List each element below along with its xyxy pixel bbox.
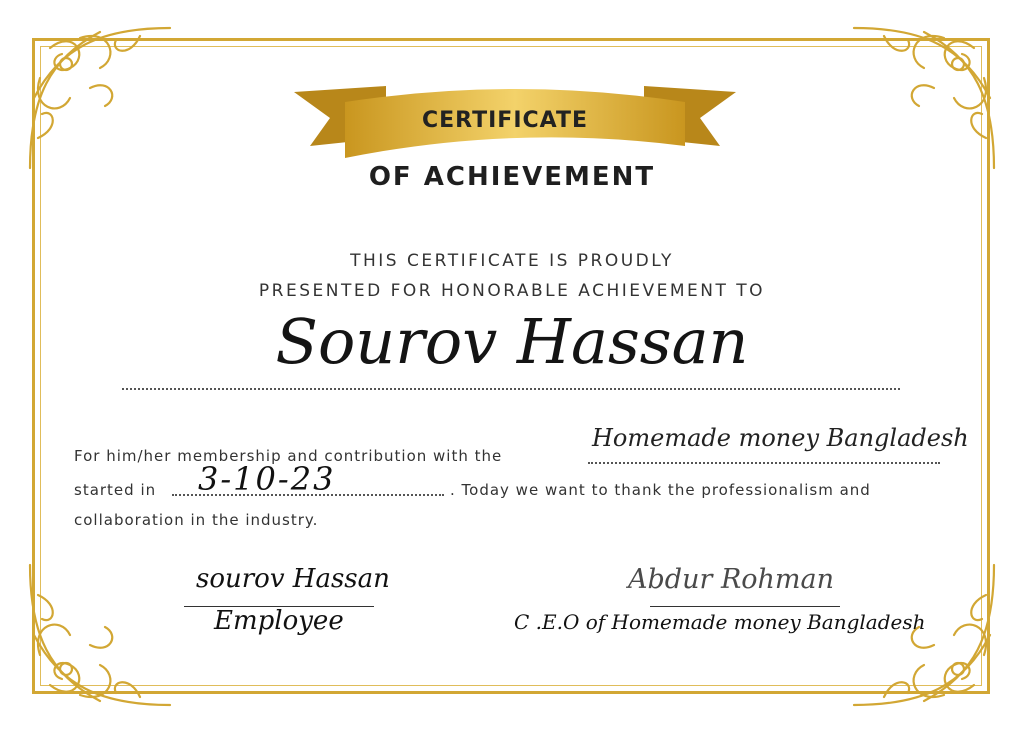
- presented-text: [0, 246, 1024, 306]
- date-dotted-line: [172, 494, 444, 496]
- recipient-name: Sourov Hassan: [275, 305, 749, 378]
- body-line-3: collaboration in the industry.: [74, 511, 319, 529]
- body-line-1: For him/her membership and contribution with the: [74, 447, 503, 465]
- employee-role: Employee: [214, 606, 344, 636]
- body-line-2-suffix: . Today we want to thank the professionalism and: [450, 481, 871, 499]
- body-line-2-prefix: started in: [74, 481, 157, 499]
- organization-name: Homemade money Bangladesh: [592, 424, 969, 452]
- presented-line-2: PRESENTED FOR HONORABLE ACHIEVEMENT TO: [258, 281, 766, 301]
- presented-line-1: THIS CERTIFICATE IS PROUDLY: [350, 251, 674, 271]
- ceo-role: C .E.O of Homemade money Bangladesh: [514, 610, 926, 634]
- ornament-corner-icon: [844, 555, 1004, 715]
- ornament-corner-icon: [20, 555, 180, 715]
- recipient-dotted-line: [122, 388, 900, 390]
- ornament-corner-icon: [844, 18, 1004, 178]
- certificate-title: CERTIFICATE: [421, 108, 589, 133]
- employee-signature: sourov Hassan: [196, 564, 390, 594]
- ceo-signature: Abdur Rohman: [628, 564, 835, 595]
- certificate-subtitle: OF ACHIEVEMENT: [368, 162, 656, 192]
- start-date: 3-10-23: [198, 460, 336, 498]
- ornament-corner-icon: [20, 18, 180, 178]
- ceo-signature-line: [650, 606, 840, 607]
- organization-dotted-line: [588, 462, 940, 464]
